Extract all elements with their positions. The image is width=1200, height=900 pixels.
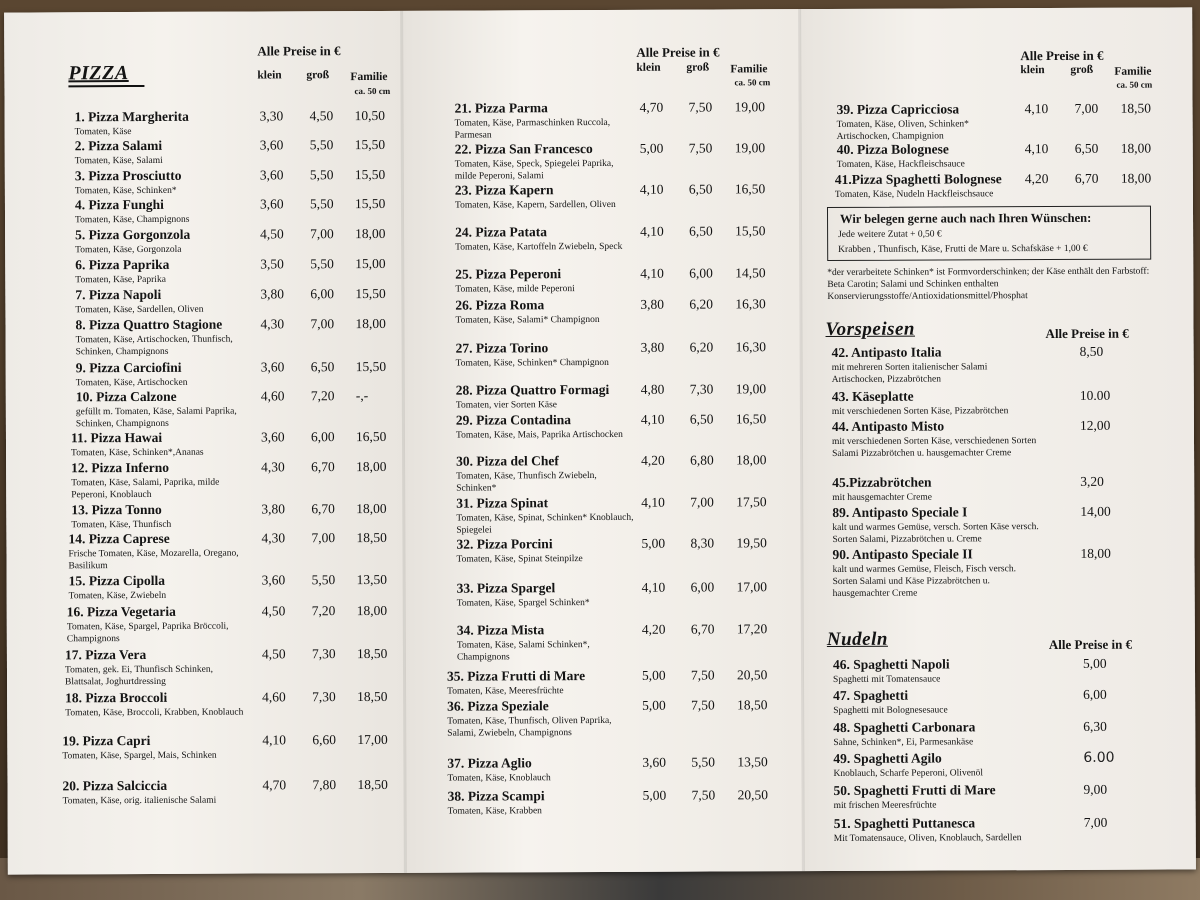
- price-klein: 4,50: [260, 226, 284, 242]
- price-gross: 7,00: [1074, 100, 1099, 116]
- price-familie: 15,50: [354, 136, 386, 153]
- price-klein: 4,10: [640, 223, 664, 239]
- price-familie: 18,00: [1120, 170, 1152, 186]
- col-size: ca. 50 cm: [354, 85, 391, 97]
- pizza-item-name: 30. Pizza del Chef: [456, 453, 559, 469]
- pizza-item-name: 24. Pizza Patata: [455, 224, 547, 240]
- pizza-item-ingredients: Tomaten, Käse, Artischocken: [75, 377, 188, 389]
- price-familie: 16,30: [735, 339, 766, 355]
- price-familie: 10,50: [354, 107, 385, 124]
- price-klein: 3,60: [259, 196, 284, 212]
- price-note: Alle Preise in €: [636, 44, 720, 60]
- pizza-item-ingredients: Tomaten, Käse, Nudeln Hackfleischsauce: [834, 189, 994, 200]
- nudel-price: 6,00: [1083, 686, 1107, 702]
- col-familie: Familie: [1114, 65, 1152, 78]
- vorspeise-ingredients: mit hausgemachter Creme: [832, 492, 932, 503]
- pizza-item-ingredients: Tomaten, gek. Ei, Thunfisch Schinken, Blattsalat, Joghurtdressing: [64, 664, 213, 688]
- price-gross: 7,00: [310, 316, 335, 332]
- col-familie: Familie: [350, 70, 388, 84]
- pizza-item-ingredients: Tomaten, Käse, Spinat, Schinken* Knoblauch, Spiegelei: [456, 512, 634, 536]
- pizza-item-name: 41.Pizza Spaghetti Bolognese: [834, 171, 1002, 187]
- pizza-item-ingredients: Tomaten, Käse, Krabben: [447, 806, 542, 817]
- pizza-item-ingredients: Tomaten, Käse, Oliven, Schinken* Artischocken, Champignion: [836, 119, 969, 142]
- pizza-item-name: 35. Pizza Frutti di Mare: [446, 668, 586, 684]
- pizza-item-name: 23. Pizza Kapern: [454, 182, 554, 198]
- price-gross: 6,70: [690, 621, 715, 637]
- price-gross: 6,00: [690, 579, 715, 595]
- price-klein: 4,10: [640, 265, 664, 281]
- price-familie: 18,50: [356, 529, 387, 546]
- pizza-item-ingredients: Tomaten, Käse, Paprika: [75, 274, 166, 286]
- price-familie: -,-: [355, 388, 369, 404]
- price-gross: 6,70: [1074, 170, 1099, 186]
- pizza-item-ingredients: Tomaten, Käse, Thunfisch, Oliven Paprika, Salami, Zwiebeln, Champignons: [447, 715, 612, 739]
- price-klein: 5,00: [639, 140, 664, 156]
- price-klein: 3,60: [260, 429, 285, 445]
- price-familie: 18,00: [736, 452, 767, 468]
- price-klein: 4,30: [261, 530, 286, 546]
- price-gross: 7,80: [312, 777, 337, 793]
- price-gross: 7,50: [688, 99, 713, 115]
- price-klein: 3,30: [259, 108, 284, 124]
- pizza-item-name: 32. Pizza Porcini: [456, 536, 553, 552]
- vorspeise-price: 10.00: [1079, 387, 1111, 403]
- price-gross: 7,00: [310, 226, 334, 242]
- price-klein: 3,80: [640, 296, 665, 312]
- price-klein: 3,80: [640, 339, 665, 355]
- price-gross: 6,70: [311, 459, 335, 475]
- price-familie: 20,50: [737, 787, 768, 803]
- price-familie: 18,00: [1120, 140, 1152, 156]
- extras-line-1: Jede weitere Zutat + 0,50 €: [838, 229, 942, 240]
- price-gross: 5,50: [309, 167, 334, 183]
- nudel-ingredients: mit frischen Meeresfrüchte: [833, 800, 937, 811]
- price-familie: 17,00: [736, 579, 768, 595]
- pizza-item-ingredients: Tomaten, Käse: [74, 127, 132, 138]
- extras-line-2: Krabben , Thunfisch, Käse, Frutti de Mare u. Schafskäse + 1,00 €: [838, 243, 1088, 255]
- price-familie: 14,50: [735, 265, 766, 281]
- price-familie: 16,30: [735, 296, 766, 312]
- col-familie: Familie: [730, 63, 768, 76]
- nudel-name: 50. Spaghetti Frutti di Mare: [833, 782, 996, 798]
- pizza-item-ingredients: Tomaten, Käse, Sardellen, Oliven: [75, 304, 204, 316]
- price-gross: 6,00: [689, 265, 713, 281]
- price-familie: 18,50: [356, 645, 388, 662]
- vorspeise-price: 12,00: [1079, 417, 1111, 433]
- price-gross: 6,60: [312, 732, 336, 748]
- price-klein: 4,50: [261, 603, 286, 619]
- price-familie: 17,50: [736, 494, 767, 510]
- price-gross: 7,20: [310, 388, 335, 404]
- pizza-item-ingredients: Tomaten, Käse, Meeresfrüchte: [447, 686, 564, 697]
- pizza-item-name: 5. Pizza Gorgonzola: [75, 226, 191, 243]
- col-size: ca. 50 cm: [1116, 79, 1153, 90]
- price-klein: 5,00: [642, 697, 666, 713]
- pizza-item-name: 40. Pizza Bolognese: [836, 141, 949, 157]
- pizza-item-name: 16. Pizza Vegetaria: [66, 603, 176, 620]
- col-gross: groß: [1070, 63, 1094, 76]
- price-familie: 18,00: [356, 602, 388, 619]
- nudel-price: 9,00: [1083, 781, 1108, 797]
- pizza-item-ingredients: Tomaten, Käse, Salami: [74, 155, 163, 167]
- price-familie: 17,20: [736, 621, 768, 637]
- vorspeise-ingredients: mit mehreren Sorten italienischer Salami Artischocken, Pizzabrötchen: [831, 362, 988, 385]
- price-klein: 4,20: [1024, 171, 1049, 187]
- price-familie: 16,50: [735, 411, 767, 427]
- vorspeise-ingredients: kalt und warmes Gemüse, Fleisch, Fisch versch. Sorten Salami und Käse Pizzabrötchen u. hausgemachter Creme: [832, 564, 1016, 599]
- menu-sheet: [4, 7, 1196, 874]
- pizza-item-name: 2. Pizza Salami: [74, 137, 163, 154]
- vorspeise-name: 44. Antipasto Misto: [831, 418, 945, 434]
- price-familie: 13,50: [356, 571, 388, 588]
- col-klein: klein: [257, 69, 282, 82]
- price-gross: 6,00: [310, 286, 335, 302]
- pizza-title-underline: [68, 85, 144, 87]
- pizza-item-name: 19. Pizza Capri: [62, 732, 151, 749]
- price-gross: 7,00: [311, 530, 336, 546]
- price-klein: 4,10: [1024, 141, 1049, 157]
- pizza-item-ingredients: Tomaten, Käse, Kartoffeln Zwiebeln, Speck: [455, 241, 623, 253]
- pizza-item-ingredients: Tomaten, Käse, Parmaschinken Ruccola, Parmesan: [454, 117, 611, 141]
- price-gross: 5,50: [311, 572, 336, 588]
- col-gross: groß: [306, 69, 330, 82]
- pizza-item-name: 1. Pizza Margherita: [74, 108, 189, 125]
- pizza-item-ingredients: Tomaten, Käse, Thunfisch: [71, 519, 172, 531]
- price-familie: 18,50: [1120, 100, 1151, 116]
- price-familie: 19,50: [736, 535, 767, 551]
- price-gross: 6,20: [689, 296, 714, 312]
- pizza-item-name: 18. Pizza Broccoli: [65, 689, 168, 706]
- price-familie: 20,50: [736, 667, 768, 683]
- pizza-item-ingredients: Tomaten, Käse, Spargel, Mais, Schinken: [62, 750, 217, 762]
- vorspeisen-title: Vorspeisen: [825, 318, 916, 341]
- pizza-item-name: 15. Pizza Cipolla: [68, 572, 166, 589]
- nudel-name: 47. Spaghetti: [833, 687, 909, 703]
- price-familie: 18,00: [356, 500, 387, 517]
- pizza-item-name: 28. Pizza Quattro Formagi: [455, 381, 610, 398]
- col-gross: groß: [686, 61, 710, 74]
- pizza-item-ingredients: Tomaten, Käse, Knoblauch: [447, 773, 551, 784]
- price-familie: 19,00: [735, 381, 767, 397]
- pizza-item-name: 14. Pizza Caprese: [68, 530, 170, 547]
- pizza-item-name: 6. Pizza Paprika: [75, 256, 170, 273]
- price-gross: 7,00: [690, 494, 714, 510]
- pizza-item-ingredients: Tomaten, Käse, Schinken* Champignon: [455, 357, 609, 369]
- pizza-item-ingredients: Tomaten, Käse, Speck, Spiegelei Paprika, milde Peperoni, Salami: [454, 158, 614, 182]
- price-gross: 7,20: [311, 603, 336, 619]
- nudel-ingredients: Knoblauch, Scharfe Peperoni, Olivenöl: [833, 768, 984, 779]
- price-familie: 18,00: [355, 315, 386, 332]
- ham-footnote: *der verarbeitete Schinken* ist Formvorderschinken; der Käse enthält den Farbstoff: Beta Carotin; Salami und Schinken enthalten Konservierungsstoffe/Antioxidationsmittel/Phosphat: [827, 266, 1150, 303]
- vorspeise-name: 89. Antipasto Speciale I: [832, 504, 968, 520]
- price-klein: 4,70: [639, 99, 664, 115]
- price-klein: 4,80: [640, 381, 665, 397]
- nudel-ingredients: Spaghetti mit Bolognesesauce: [833, 705, 948, 716]
- price-gross: 4,50: [309, 108, 334, 124]
- price-gross: 6,50: [310, 359, 335, 375]
- pizza-item-ingredients: gefüllt m. Tomaten, Käse, Salami Paprika, Schinken, Champignons: [75, 406, 237, 430]
- price-gross: 5,50: [310, 256, 334, 272]
- price-klein: 3,60: [259, 167, 284, 183]
- price-familie: 15,50: [354, 166, 386, 183]
- price-klein: 4,30: [261, 459, 285, 475]
- nudeln-price-note: Alle Preise in €: [1048, 636, 1133, 653]
- nudel-name: 48. Spaghetti Carbonara: [833, 719, 976, 735]
- pizza-item-name: 34. Pizza Mista: [456, 622, 545, 638]
- price-familie: 15,00: [355, 255, 386, 272]
- nudel-name: 49. Spaghetti Agilo: [833, 750, 942, 766]
- pizza-item-name: 36. Pizza Speziale: [447, 698, 549, 714]
- pizza-item-ingredients: Tomaten, Käse, milde Peperoni: [455, 284, 575, 295]
- nudel-ingredients: Sahne, Schinken*, Ei, Parmesankäse: [833, 737, 974, 748]
- price-klein: 4,10: [640, 411, 665, 427]
- price-gross: 8,30: [690, 535, 715, 551]
- pizza-item-name: 9. Pizza Carciofini: [75, 359, 182, 376]
- pizza-item-name: 12. Pizza Inferno: [71, 459, 170, 476]
- price-gross: 7,30: [312, 689, 336, 705]
- price-gross: 6,20: [689, 339, 714, 355]
- nudel-ingredients: Spaghetti mit Tomatensauce: [833, 674, 941, 685]
- pizza-item-ingredients: Tomaten, Käse, Hackfleischsauce: [836, 159, 965, 170]
- col-klein: klein: [636, 61, 661, 74]
- pizza-item-ingredients: Tomaten, Käse, Kapern, Sardellen, Oliven: [454, 199, 616, 211]
- pizza-item-name: 38. Pizza Scampi: [447, 788, 545, 804]
- pizza-item-name: 8. Pizza Quattro Stagione: [75, 316, 223, 333]
- vorspeise-price: 14,00: [1080, 503, 1111, 519]
- price-klein: 5,00: [641, 667, 666, 683]
- price-gross: 5,50: [309, 137, 334, 153]
- pizza-item-name: 10. Pizza Calzone: [75, 388, 177, 405]
- pizza-item-name: 26. Pizza Roma: [455, 297, 545, 313]
- price-familie: 15,50: [355, 285, 386, 302]
- vorspeise-name: 90. Antipasto Speciale II: [832, 546, 973, 562]
- price-familie: 16,50: [734, 181, 766, 197]
- pizza-item-name: 37. Pizza Aglio: [447, 755, 532, 771]
- pizza-item-name: 3. Pizza Prosciutto: [74, 167, 182, 184]
- pizza-item-name: 13. Pizza Tonno: [71, 501, 162, 518]
- price-note: Alle Preise in €: [1020, 47, 1104, 64]
- vorspeise-price: 8,50: [1079, 343, 1104, 359]
- price-familie: 18,50: [357, 688, 388, 705]
- price-klein: 3,60: [642, 754, 667, 770]
- price-gross: 7,50: [691, 787, 716, 803]
- vorspeise-ingredients: mit verschiedenen Sorten Käse, verschiedenen Sorten Salami Pizzabrötchen u. hausgemachter Creme: [831, 436, 1037, 459]
- pizza-item-ingredients: Tomaten, Käse, Salami, Paprika, milde Peperoni, Knoblauch: [71, 477, 220, 501]
- price-gross: 6,50: [1074, 140, 1099, 156]
- pizza-item-ingredients: Tomaten, Käse, Champignons: [75, 214, 190, 226]
- pizza-item-ingredients: Tomaten, Käse, Broccoli, Krabben, Knoblauch: [65, 707, 244, 719]
- nudel-price: 6.00: [1083, 749, 1115, 766]
- price-klein: 3,60: [261, 572, 286, 588]
- price-klein: 3,60: [260, 359, 285, 375]
- price-familie: 15,50: [354, 195, 386, 212]
- pizza-item-ingredients: Tomaten, vier Sorten Käse: [455, 400, 558, 411]
- pizza-item-ingredients: Tomaten, Käse, orig. italienische Salami: [62, 795, 217, 807]
- vorspeisen-price-note: Alle Preise in €: [1045, 325, 1129, 342]
- price-klein: 4,30: [260, 316, 285, 332]
- price-klein: 4,20: [641, 621, 666, 637]
- price-familie: 16,50: [355, 428, 387, 445]
- price-familie: 15,50: [355, 358, 387, 375]
- price-note: Alle Preise in €: [257, 43, 341, 59]
- vorspeise-ingredients: mit verschiedenen Sorten Käse, Pizzabrötchen: [831, 406, 1009, 417]
- col-size: ca. 50 cm: [734, 77, 771, 88]
- price-familie: 19,00: [734, 99, 765, 115]
- pizza-item-ingredients: Frische Tomaten, Käse, Mozarella, Oregano, Basilikum: [68, 548, 239, 572]
- pizza-item-ingredients: Tomaten, Käse, Schinken*: [74, 185, 177, 197]
- pizza-item-ingredients: Tomaten, Käse, Spargel Schinken*: [456, 598, 590, 609]
- price-familie: 18,50: [357, 776, 388, 793]
- price-gross: 7,30: [689, 381, 714, 397]
- nudel-name: 51. Spaghetti Puttanesca: [833, 815, 976, 831]
- pizza-item-ingredients: Tomaten, Käse, Mais, Paprika Artischocken: [455, 429, 623, 441]
- price-gross: 6,00: [310, 429, 335, 445]
- col-klein: klein: [1020, 64, 1045, 77]
- price-klein: 4,60: [260, 388, 285, 404]
- pizza-title: PIZZA: [68, 62, 129, 85]
- price-gross: 6,50: [689, 223, 713, 239]
- price-gross: 6,50: [689, 411, 714, 427]
- price-familie: 18,00: [355, 225, 386, 242]
- price-gross: 7,50: [691, 697, 715, 713]
- pizza-item-ingredients: Tomaten, Käse, Salami Schinken*, Champignons: [456, 640, 590, 663]
- pizza-item-ingredients: Tomaten, Käse, Artischocken, Thunfisch, Schinken, Champignons: [75, 334, 233, 358]
- price-gross: 7,50: [688, 140, 713, 156]
- extras-title: Wir belegen gerne auch nach Ihren Wünschen:: [840, 210, 1092, 226]
- pizza-item-name: 33. Pizza Spargel: [456, 580, 556, 596]
- pizza-item-name: 29. Pizza Contadina: [455, 412, 572, 428]
- price-klein: 4,10: [639, 181, 664, 197]
- nudeln-title: Nudeln: [826, 628, 888, 651]
- price-klein: 3,50: [260, 256, 284, 272]
- price-gross: 7,30: [311, 646, 336, 662]
- pizza-item-ingredients: Tomaten, Käse, Gorgonzola: [75, 244, 182, 256]
- pizza-item-ingredients: Tomaten, Käse, Salami* Champignon: [455, 315, 600, 326]
- price-klein: 5,00: [641, 535, 666, 551]
- price-klein: 4,10: [641, 579, 666, 595]
- price-gross: 5,50: [691, 754, 716, 770]
- price-familie: 17,00: [357, 731, 388, 748]
- price-gross: 5,50: [309, 196, 334, 212]
- pizza-item-ingredients: Tomaten, Käse, Thunfisch Zwiebeln, Schinken*: [456, 471, 597, 494]
- vorspeise-ingredients: kalt und warmes Gemüse, versch. Sorten Käse versch. Sorten Salami, Pizzabrötchen u. Creme: [832, 522, 1039, 545]
- nudel-name: 46. Spaghetti Napoli: [832, 656, 950, 672]
- pizza-item-name: 27. Pizza Torino: [455, 340, 549, 356]
- pizza-item-ingredients: Tomaten, Käse, Schinken*,Ananas: [71, 447, 204, 459]
- pizza-item-name: 7. Pizza Napoli: [75, 286, 162, 303]
- price-familie: 13,50: [737, 754, 768, 770]
- price-klein: 4,70: [262, 777, 287, 793]
- price-gross: 7,50: [690, 667, 715, 683]
- nudel-price: 5,00: [1082, 655, 1107, 671]
- price-klein: 4,60: [262, 689, 286, 705]
- nudel-price: 6,30: [1083, 718, 1107, 734]
- price-gross: 6,70: [311, 501, 335, 517]
- extras-box: [827, 206, 1151, 261]
- pizza-item-name: 21. Pizza Parma: [454, 100, 548, 116]
- price-klein: 4,50: [261, 646, 286, 662]
- price-familie: 18,50: [737, 697, 768, 713]
- pizza-item-ingredients: Tomaten, Käse, Spargel, Paprika Bröccoli, Champignons: [66, 621, 229, 645]
- price-familie: 18,00: [356, 458, 387, 475]
- price-klein: 4,10: [1024, 101, 1049, 117]
- pizza-item-ingredients: Tomaten, Käse, Spinat Steinpilze: [456, 554, 583, 565]
- pizza-item-name: 31. Pizza Spinat: [456, 495, 549, 511]
- pizza-item-name: 39. Pizza Capricciosa: [836, 101, 960, 117]
- nudel-price: 7,00: [1083, 814, 1108, 830]
- price-klein: 3,80: [261, 501, 285, 517]
- pizza-item-name: 11. Pizza Hawai: [70, 429, 163, 446]
- vorspeise-price: 3,20: [1080, 473, 1104, 489]
- price-klein: 3,60: [259, 137, 284, 153]
- price-gross: 6,50: [688, 181, 713, 197]
- pizza-item-name: 25. Pizza Peperoni: [455, 266, 562, 282]
- pizza-item-name: 22. Pizza San Francesco: [454, 141, 593, 157]
- pizza-item-name: 4. Pizza Funghi: [74, 196, 164, 213]
- price-familie: 15,50: [735, 223, 766, 239]
- pizza-item-name: 20. Pizza Salciccia: [62, 777, 168, 794]
- vorspeise-name: 45.Pizzabrötchen: [832, 474, 932, 490]
- vorspeise-price: 18,00: [1080, 545, 1111, 561]
- price-klein: 5,00: [642, 787, 667, 803]
- pizza-item-name: 17. Pizza Vera: [64, 646, 147, 663]
- vorspeise-name: 42. Antipasto Italia: [831, 344, 942, 360]
- price-klein: 3,80: [260, 286, 285, 302]
- pizza-item-ingredients: Tomaten, Käse, Zwiebeln: [68, 590, 167, 602]
- price-klein: 4,20: [641, 452, 665, 468]
- price-gross: 6,80: [690, 452, 714, 468]
- price-klein: 4,10: [641, 494, 665, 510]
- vorspeise-name: 43. Käseplatte: [831, 388, 914, 404]
- price-familie: 19,00: [734, 140, 766, 156]
- nudel-ingredients: Mit Tomatensauce, Oliven, Knoblauch, Sardellen: [833, 833, 1022, 844]
- price-klein: 4,10: [262, 732, 286, 748]
